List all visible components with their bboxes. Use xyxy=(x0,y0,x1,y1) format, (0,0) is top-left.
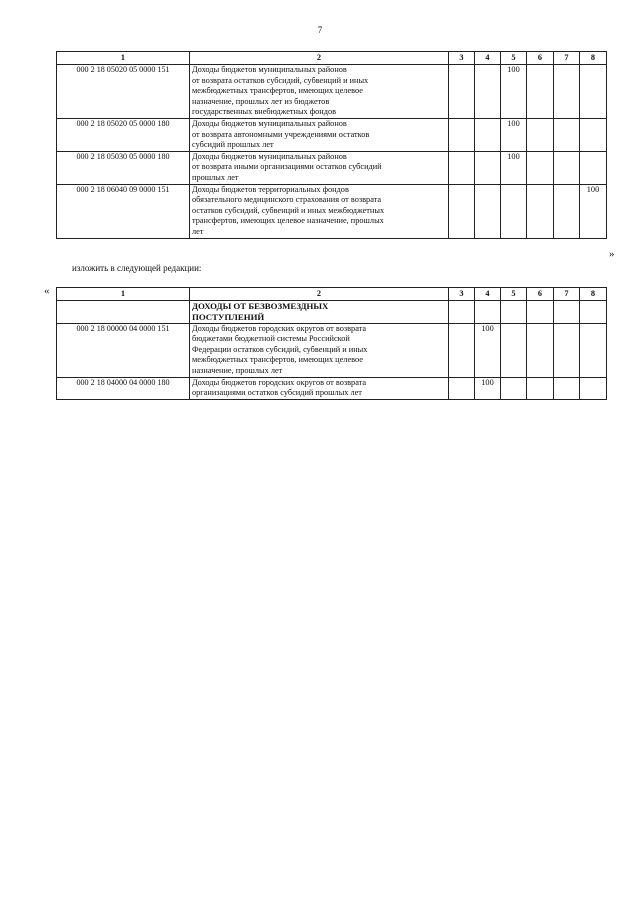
heading-line: ДОХОДЫ ОТ БЕЗВОЗМЕЗДНЫХ xyxy=(192,301,329,311)
value-col-7 xyxy=(554,377,580,399)
description-line: обязательного медицинского страхования от возврата xyxy=(192,195,382,205)
table-header-row xyxy=(57,52,607,65)
budget-table-previous xyxy=(56,51,607,239)
column-header: 8 xyxy=(580,288,607,301)
income-description xyxy=(190,184,449,238)
value-col-6 xyxy=(527,118,554,151)
opening-quote-mark: « xyxy=(44,285,50,297)
description-line: от возврата автономными учреждениями остатков xyxy=(192,129,370,139)
value-col-8: 100 xyxy=(580,184,607,238)
value-col-3 xyxy=(449,65,475,119)
value-col-7 xyxy=(554,323,580,377)
value-col-8 xyxy=(580,151,607,184)
description-line: остатков субсидий, субвенций и иных межбюджетных xyxy=(192,205,385,215)
description-line: лет xyxy=(192,226,204,236)
value-col-5 xyxy=(501,323,527,377)
income-description xyxy=(190,151,449,184)
value-col-7 xyxy=(554,151,580,184)
value-col-8 xyxy=(580,377,607,399)
value-col-5: 100 xyxy=(501,65,527,119)
description-line: от возврата остатков субсидий, субвенций и иных xyxy=(192,75,369,85)
budget-code: 000 2 18 06040 09 0000 151 xyxy=(57,184,190,238)
description-line: назначение, прошлых лет из бюджетов xyxy=(192,96,330,106)
column-header: 4 xyxy=(475,288,501,301)
value-col-3 xyxy=(449,151,475,184)
description-line: назначение, прошлых лет xyxy=(192,365,283,375)
income-description xyxy=(190,323,449,377)
description-line: Доходы бюджетов городских округов от возврата xyxy=(192,323,367,333)
budget-code: 000 2 18 00000 04 0000 151 xyxy=(57,323,190,377)
value-col-4 xyxy=(475,184,501,238)
column-header: 8 xyxy=(580,52,607,65)
income-description xyxy=(190,118,449,151)
value-col-7 xyxy=(554,118,580,151)
empty-cell xyxy=(475,301,501,324)
table-header-row xyxy=(57,288,607,301)
description-line: государственных внебюджетных фондов xyxy=(192,107,337,117)
description-line: организациями остатков субсидий прошлых лет xyxy=(192,388,362,398)
value-col-3 xyxy=(449,323,475,377)
table-row xyxy=(57,323,607,377)
column-header: 7 xyxy=(554,52,580,65)
column-header: 7 xyxy=(554,288,580,301)
value-col-4: 100 xyxy=(475,377,501,399)
column-header: 1 xyxy=(57,288,190,301)
value-col-5 xyxy=(501,377,527,399)
value-col-8 xyxy=(580,118,607,151)
value-col-5: 100 xyxy=(501,118,527,151)
budget-code: 000 2 18 05030 05 0000 180 xyxy=(57,151,190,184)
income-description xyxy=(190,377,449,399)
column-header: 2 xyxy=(190,288,449,301)
description-line: Доходы бюджетов муниципальных районов xyxy=(192,151,347,161)
empty-cell xyxy=(554,301,580,324)
value-col-3 xyxy=(449,184,475,238)
page-number: 7 xyxy=(317,25,323,35)
empty-cell xyxy=(449,301,475,324)
budget-code: 000 2 18 05020 05 0000 180 xyxy=(57,118,190,151)
column-header: 1 xyxy=(57,52,190,65)
section-heading xyxy=(190,301,449,324)
empty-cell xyxy=(527,301,554,324)
value-col-7 xyxy=(554,184,580,238)
value-col-8 xyxy=(580,65,607,119)
description-line: Доходы бюджетов муниципальных районов xyxy=(192,65,347,74)
value-col-4: 100 xyxy=(475,323,501,377)
income-description xyxy=(190,65,449,119)
value-col-4 xyxy=(475,151,501,184)
description-line: Доходы бюджетов территориальных фондов xyxy=(192,184,349,194)
table-row xyxy=(57,118,607,151)
column-header: 6 xyxy=(527,52,554,65)
table-row xyxy=(57,184,607,238)
column-header: 2 xyxy=(190,52,449,65)
empty-code-cell xyxy=(57,301,190,324)
description-line: Доходы бюджетов городских округов от возврата xyxy=(192,377,367,387)
value-col-6 xyxy=(527,377,554,399)
value-col-5 xyxy=(501,184,527,238)
value-col-6 xyxy=(527,184,554,238)
value-col-3 xyxy=(449,377,475,399)
description-line: межбюджетных трансфертов, имеющих целевое xyxy=(192,355,363,365)
closing-quote-mark: » xyxy=(609,248,615,260)
description-line: межбюджетных трансфертов, имеющих целевое xyxy=(192,86,363,96)
value-col-3 xyxy=(449,118,475,151)
budget-code: 000 2 18 04000 04 0000 180 xyxy=(57,377,190,399)
description-line: Доходы бюджетов муниципальных районов xyxy=(192,118,347,128)
description-line: субсидий прошлых лет xyxy=(192,140,274,150)
amendment-instruction: изложить в следующей редакции: xyxy=(72,263,202,273)
column-header: 5 xyxy=(501,52,527,65)
value-col-6 xyxy=(527,323,554,377)
heading-line: ПОСТУПЛЕНИЙ xyxy=(192,311,265,322)
column-header: 3 xyxy=(449,52,475,65)
description-line: бюджетами бюджетной системы Российской xyxy=(192,334,350,344)
column-header: 5 xyxy=(501,288,527,301)
value-col-7 xyxy=(554,65,580,119)
value-col-4 xyxy=(475,118,501,151)
column-header: 6 xyxy=(527,288,554,301)
value-col-6 xyxy=(527,65,554,119)
budget-table-new xyxy=(56,287,607,400)
column-header: 3 xyxy=(449,288,475,301)
budget-code: 000 2 18 05020 05 0000 151 xyxy=(57,65,190,119)
table-row xyxy=(57,65,607,119)
value-col-4 xyxy=(475,65,501,119)
section-heading-row xyxy=(57,301,607,324)
table-row xyxy=(57,377,607,399)
column-header: 4 xyxy=(475,52,501,65)
description-line: от возврата иными организациями остатков субсидий xyxy=(192,162,382,172)
table-row xyxy=(57,151,607,184)
value-col-8 xyxy=(580,323,607,377)
empty-cell xyxy=(580,301,607,324)
description-line: прошлых лет xyxy=(192,172,239,182)
value-col-6 xyxy=(527,151,554,184)
description-line: трансфертов, имеющих целевое назначение, прошлых xyxy=(192,216,384,226)
empty-cell xyxy=(501,301,527,324)
description-line: Федерации остатков субсидий, субвенций и иных xyxy=(192,344,368,354)
value-col-5: 100 xyxy=(501,151,527,184)
